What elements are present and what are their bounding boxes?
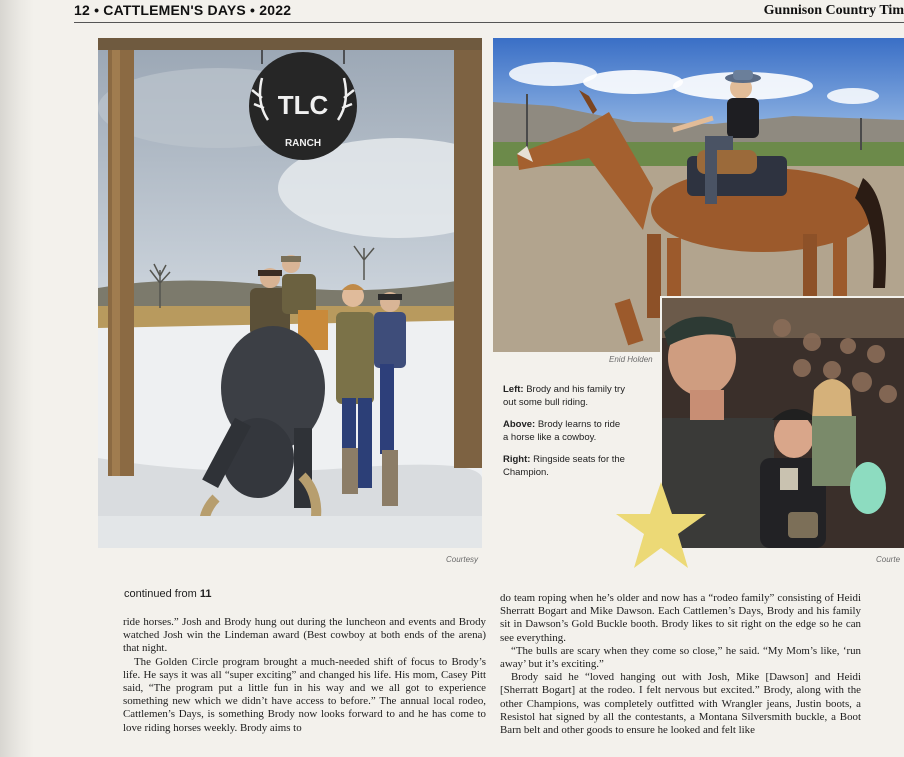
photo-credit-rodeo: Courte — [876, 555, 901, 564]
article-column-left — [123, 616, 486, 735]
continued-page-number: 11 — [199, 588, 212, 600]
page-number: 12 — [74, 2, 90, 18]
page-gutter-shadow — [0, 0, 34, 757]
caption-right — [503, 454, 627, 479]
article-column-right — [500, 592, 861, 737]
caption-left — [503, 384, 627, 409]
paragraph: “The bulls are scary when they come so close,” he said. “My Mom’s like, ‘run away’ but it’s exciting.” — [500, 644, 861, 671]
photo-credit-ranch: Courtesy — [446, 555, 479, 564]
caption-label: Right: — [503, 454, 531, 466]
caption-above — [503, 419, 627, 444]
page-header — [74, 0, 904, 23]
photo-credit-horse: Enid Holden — [609, 355, 653, 364]
header-bullet: • — [250, 2, 260, 18]
continued-prefix: continued from — [124, 588, 197, 600]
star-decoration — [614, 480, 708, 574]
caption-text: Brody and his family try out some bull riding. — [503, 384, 625, 408]
ranch-illustration — [98, 38, 482, 548]
paragraph: The Golden Circle program brought a much-needed shift of focus to Brody’s life. He says it was all “super exciting” and changed his life. His mom, Casey Pitt said, “The program put a little fun in his way and we all got to experience something new which we didn’t have access to before.” The annual local rodeo, Cattlemen’s Days, is something Brody now looks forward to and he has come to love riding horses weekly. Brody aims to — [123, 655, 486, 734]
continued-from-label — [124, 588, 211, 600]
paragraph: Brody said he “loved hanging out with Josh, Mike [Dawson] and Heidi [Sherratt Bogart] at the rodeo. I felt nervous but excited.” Brody, along with the other Champions, was completely outfitted with Wrangler jeans, Justin boots, a Resistol hat signed by all the contestants, a Montana Silversmith buckle, a Boot Barn belt and other goods to ensure he looked and felt like — [500, 671, 861, 737]
header-bullet: • — [94, 2, 104, 18]
woman-in-crowd — [812, 379, 856, 486]
sign-subtext: RANCH — [284, 138, 322, 149]
publication-name: Gunnison Country Tim — [763, 3, 904, 18]
photo-captions — [503, 384, 627, 490]
sign-text: TLC — [277, 90, 329, 120]
caption-label: Above: — [503, 419, 536, 431]
paragraph: ride horses.” Josh and Brody hung out during the luncheon and events and Brody watched Josh win the Lindeman award (Best cowboy at both ends of the arena) that night. — [123, 616, 486, 655]
photo-family-bull — [98, 38, 482, 548]
caption-text: Ringside seats for the Champion. — [503, 454, 625, 478]
header-left — [74, 2, 291, 18]
caption-label: Left: — [503, 384, 524, 395]
caption-text: Brody learns to ride a horse like a cowboy. — [503, 419, 621, 443]
header-year: 2022 — [259, 2, 292, 18]
section-name: CATTLEMEN'S DAYS — [103, 2, 246, 18]
paragraph: do team roping when he’s older and now has a “rodeo family” consisting of Heidi Sherratt Bogart and Mike Dawson. Each Cattlemen’s Days, Brody and his family sit in Dawson’s Gold Buckle booth. Brody likes to sit right on the edge so he can see everything. — [500, 592, 861, 644]
